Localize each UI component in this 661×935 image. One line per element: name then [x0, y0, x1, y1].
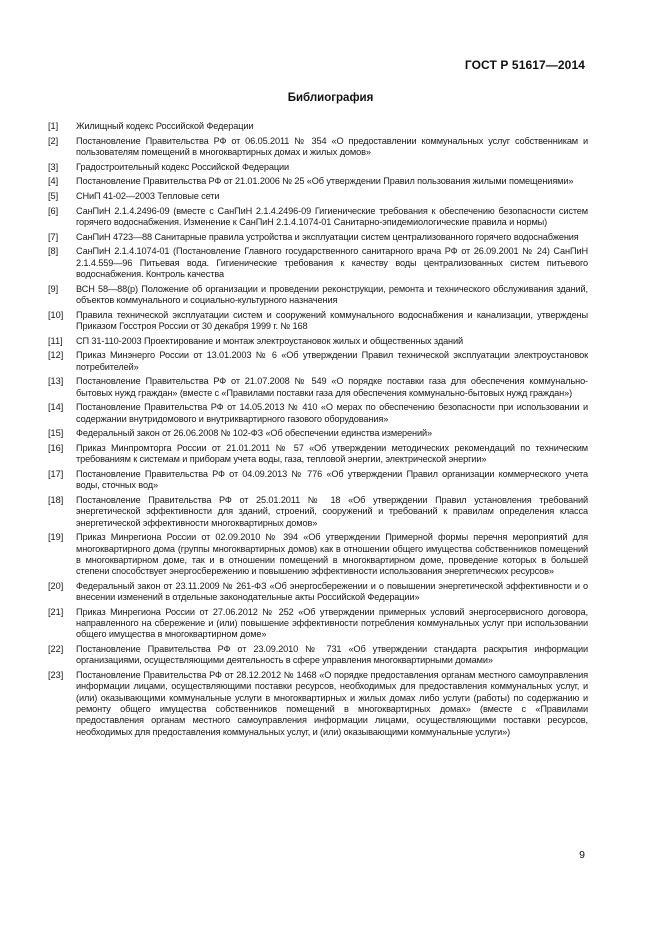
bibliography-item [48, 607, 588, 641]
reference-text: Постановление Правительства РФ от 21.07.2008 № 549 «О порядке поставки газа для обеспечения коммунально-бытовых нужд граждан» (вместе с «Правилами поставки газа для обеспечения коммунально-бытовых нужд граждан») [76, 376, 588, 398]
bibliography-list [48, 121, 588, 741]
reference-number: [16] [48, 442, 64, 453]
reference-text: Федеральный закон от 26.06.2008 № 102-ФЗ «Об обеспечении единства измерений» [76, 428, 433, 439]
bibliography-item [48, 191, 588, 202]
page-number: 9 [579, 849, 585, 861]
bibliography-item [48, 136, 588, 159]
reference-text: Приказ Минэнерго России от 13.01.2003 № 6 «Об утверждении Правил технической эксплуатации электроустановок потребителей» [76, 350, 588, 372]
bibliography-item [48, 232, 588, 243]
reference-number: [5] [48, 191, 59, 202]
reference-text: Приказ Минрегиона России от 02.09.2010 № 394 «Об утверждении Примерной формы перечня мероприятий для многоквартирного дома (группы многоквартирных домов) как в отношении общего имущества собственников помещений в многоквартирном доме, так и в отношении помещений в многоквартирном доме, проведение которых в большей степени способствует энергосбережению и повышению эффективности использования энергетических ресурсов» [76, 532, 588, 577]
reference-number: [11] [48, 335, 63, 346]
reference-number: [3] [48, 161, 59, 172]
reference-text: Постановление Правительства РФ от 14.05.2013 № 410 «О мерах по обеспечению безопасности при использовании и содержании внутридомового и внутриквартирного газового оборудования» [76, 402, 588, 424]
reference-text: Постановление Правительства РФ от 06.05.2011 № 354 «О предоставлении коммунальных услуг собственникам и пользователям помещений в многоквартирных домах и жилых домов» [76, 135, 588, 157]
reference-text: Жилищный кодекс Российской Федерации [76, 121, 254, 131]
reference-text: Федеральный закон от 23.11.2009 № 261-ФЗ «Об энергосбережении и о повышении энергетической эффективности и о внесении изменений в отдельные законодательные акты Российской Федерации» [76, 580, 588, 603]
bibliography-item [48, 162, 588, 173]
reference-number: [14] [48, 402, 64, 413]
reference-text: СНиП 41-02—2003 Тепловые сети [76, 191, 220, 202]
bibliography-item [48, 310, 588, 333]
reference-number: [7] [48, 231, 59, 242]
reference-text: Постановление Правительства РФ от 25.01.2011 № 18 «Об утверждении Правил установления требований энергетической эффективности для зданий, строений, сооружений и требований к правилам определения класса энергетической эффективности многоквартирных домов» [76, 494, 588, 528]
bibliography-item [48, 121, 588, 132]
reference-text: СанПиН 4723—88 Санитарные правила устройства и эксплуатации систем централизованного горячего водоснабжения [76, 231, 579, 242]
reference-text: СанПиН 2.1.4.1074-01 (Постановление Главного государственного санитарного врача РФ от 26.09.2001 № 24) СанПиН 2.1.4.559—96 Питьевая вода. Гигиенические требования к качеству воды централизованных систем питьевого водоснабжения. Контроль качества [76, 246, 588, 279]
reference-text: Постановление Правительства РФ от 04.09.2013 № 776 «Об утверждении Правил организации коммерческого учета воды, сточных вод» [76, 468, 588, 491]
bibliography-item [48, 402, 588, 425]
bibliography-item [48, 336, 588, 347]
reference-number: [21] [48, 606, 64, 617]
bibliography-title: Библиография [287, 92, 374, 104]
reference-number: [10] [48, 309, 64, 320]
reference-number: [8] [48, 246, 59, 257]
reference-text: СП 31-110-2003 Проектирование и монтаж электроустановок жилых и общественных зданий [76, 335, 464, 346]
bibliography-item [48, 532, 588, 577]
reference-text: Приказ Минпромторга России от 21.01.2011 № 57 «Об утверждении методических рекомендаций по техническим требованиям к системам и приборам учета воды, газа, тепловой энергии, электрической энергии» [76, 442, 588, 465]
reference-number: [23] [48, 670, 64, 681]
reference-text: Приказ Минрегиона России от 27.06.2012 № 252 «Об утверждении примерных условий энергосервисного договора, направленного на сбережение и (или) повышение эффективности потребления коммунальных услуг при использовании общего имущества в многоквартирном доме» [76, 606, 588, 640]
reference-number: [22] [48, 644, 64, 655]
bibliography-item [48, 469, 588, 492]
reference-number: [15] [48, 428, 64, 439]
reference-number: [19] [48, 532, 64, 543]
reference-number: [6] [48, 205, 59, 216]
reference-number: [9] [48, 283, 59, 294]
document-code: ГОСТ Р 51617—2014 [464, 58, 585, 72]
bibliography-item [48, 284, 588, 307]
reference-text: ВСН 58—88(р) Положение об организации и проведении реконструкции, ремонта и технического обслуживания зданий, объектов коммунального и социально-культурного назначения [76, 283, 588, 305]
reference-text: Градостроительный кодекс Российской Федерации [76, 161, 289, 172]
reference-number: [12] [48, 350, 64, 361]
bibliography-item [48, 670, 588, 738]
reference-number: [20] [48, 580, 64, 591]
bibliography-item [48, 644, 588, 667]
reference-text: Правила технической эксплуатации систем и сооружений коммунального водоснабжения и канализации, утверждены Приказом Госстроя России от 30 декабря 1999 г. № 168 [76, 309, 588, 331]
reference-text: СанПиН 2.1.4.2496-09 (вместе с СанПиН 2.1.4.2496-09 Гигиенические требования к обеспечению безопасности систем горячего водоснабжения. Изменение к СанПиН 2.1.4.1074-01 Санитарно-эпидемиологические правила и нормы) [76, 205, 588, 228]
reference-number: [1] [48, 121, 59, 131]
reference-number: [18] [48, 494, 64, 505]
bibliography-item [48, 350, 588, 373]
bibliography-item [48, 443, 588, 466]
reference-number: [13] [48, 376, 64, 387]
reference-text: Постановление Правительства РФ от 28.12.2012 № 1468 «О порядке предоставления органам местного самоуправления информации лицами, осуществляющими поставки ресурсов, необходимых для предоставления коммунальных услуг, и (или) оказывающими коммунальные услуги в многоквартирных и жилых домах либо услуги (работы) по содержанию и ремонту общего имущества собственников помещений в многоквартирных домах» (вместе с «Правилами предоставления органам местного самоуправления информации лицами, осуществляющими поставки ресурсов, необходимых для предоставления коммунальных услуг, и (или) оказывающими коммунальные услуги») [76, 670, 588, 737]
bibliography-item [48, 206, 588, 229]
reference-number: [2] [48, 135, 59, 146]
bibliography-item [48, 428, 588, 439]
bibliography-item [48, 246, 588, 280]
reference-text: Постановление Правительства РФ от 23.09.2010 № 731 «Об утверждении стандарта раскрытия информации организациями, осуществляющими деятельность в сфере управления многоквартирными домами» [76, 644, 588, 666]
bibliography-item [48, 581, 588, 604]
reference-number: [17] [48, 468, 64, 479]
bibliography-item [48, 376, 588, 399]
reference-number: [4] [48, 176, 59, 187]
reference-text: Постановление Правительства РФ от 21.01.2006 № 25 «Об утверждении Правил пользования жилыми помещениями» [76, 176, 574, 187]
bibliography-item [48, 495, 588, 529]
bibliography-item [48, 176, 588, 187]
